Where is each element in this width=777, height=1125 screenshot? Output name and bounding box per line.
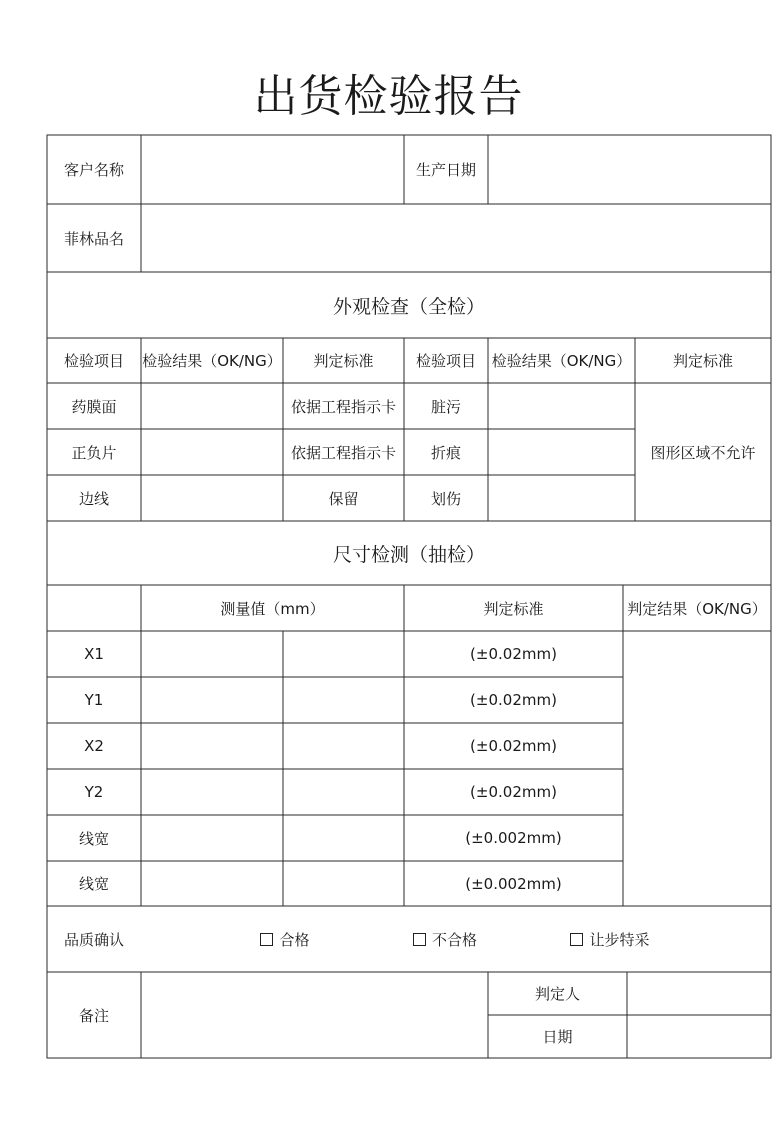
appearance-row-result-2[interactable] (488, 383, 635, 429)
judge-label: 判定人 (534, 985, 580, 1003)
appearance-row-item: 正负片 (71, 443, 117, 462)
quality-option-fail[interactable] (395, 906, 495, 972)
appearance-col-result: 检验结果（OK/NG） (142, 352, 282, 370)
dimension-col-standard: 判定标准 (483, 599, 544, 618)
notes-field[interactable] (141, 972, 488, 1058)
quality-option-label: 不合格 (431, 930, 477, 949)
appearance-row-result-2[interactable] (488, 475, 635, 521)
dimension-row-measured-1[interactable] (141, 815, 283, 861)
date-label: 日期 (542, 1028, 573, 1046)
appearance-section-title: 外观检查（全检） (332, 295, 485, 318)
dimension-row-measured-2[interactable] (283, 769, 404, 815)
dimension-row-standard: (±0.02mm) (470, 783, 557, 801)
date-field[interactable] (627, 1015, 771, 1058)
appearance-row-result[interactable] (141, 383, 283, 429)
dimension-row-item: X1 (84, 645, 104, 663)
dimension-row-standard: (±0.02mm) (470, 737, 557, 755)
production-date-label: 生产日期 (415, 161, 476, 179)
dimension-row-standard: (±0.002mm) (465, 829, 562, 847)
judge-field[interactable] (627, 972, 771, 1015)
appearance-row-result[interactable] (141, 475, 283, 521)
appearance-row-item-2: 划伤 (430, 489, 461, 508)
appearance-row-standard: 依据工程指示卡 (290, 443, 396, 462)
appearance-col-standard: 判定标准 (313, 352, 374, 370)
report-title: 出货检验报告 (253, 71, 524, 122)
quality-option-concession[interactable] (555, 906, 665, 972)
appearance-col-item: 检验项目 (63, 352, 124, 370)
appearance-col-item-2: 检验项目 (415, 352, 476, 370)
product-name-field[interactable] (141, 204, 771, 272)
appearance-row-item-2: 脏污 (430, 397, 461, 416)
customer-name-label: 客户名称 (63, 161, 124, 179)
quality-option-label: 让步特采 (589, 930, 650, 949)
dimension-col-measured: 测量值（mm） (220, 599, 325, 618)
appearance-row-item: 药膜面 (71, 397, 117, 416)
dimension-row-standard: (±0.002mm) (465, 874, 562, 893)
production-date-field[interactable] (488, 135, 771, 204)
appearance-row-result[interactable] (141, 429, 283, 475)
dimension-row-measured-1[interactable] (141, 723, 283, 769)
dimension-row-measured-1[interactable] (141, 861, 283, 906)
customer-name-field[interactable] (141, 135, 404, 204)
checkbox-icon[interactable] (413, 933, 426, 946)
quality-option-label: 合格 (279, 930, 310, 949)
dimension-row-measured-1[interactable] (141, 631, 283, 677)
notes-label: 备注 (78, 1006, 109, 1025)
appearance-row-standard: 依据工程指示卡 (290, 397, 396, 416)
dimension-row-item: X2 (84, 737, 104, 755)
appearance-row-result-2[interactable] (488, 429, 635, 475)
appearance-shared-standard: 图形区域不允许 (650, 443, 756, 462)
dimension-row-measured-2[interactable] (283, 815, 404, 861)
dimension-row-item: Y1 (84, 691, 104, 709)
appearance-row-item-2: 折痕 (430, 443, 461, 462)
dimension-row-item: Y2 (84, 783, 104, 801)
dimension-row-measured-1[interactable] (141, 769, 283, 815)
quality-label: 品质确认 (63, 930, 124, 949)
appearance-row-standard: 保留 (328, 489, 359, 508)
appearance-col-standard-2: 判定标准 (672, 352, 733, 370)
dimension-row-standard: (±0.02mm) (470, 645, 557, 663)
quality-option-pass[interactable] (240, 906, 330, 972)
appearance-row-item: 边线 (78, 489, 109, 508)
checkbox-icon[interactable] (260, 933, 273, 946)
dimension-result-field[interactable] (623, 631, 771, 906)
dimension-section-title: 尺寸检测（抽检） (332, 543, 485, 566)
dimension-row-measured-2[interactable] (283, 631, 404, 677)
product-name-label: 菲林品名 (63, 229, 124, 248)
dimension-row-measured-2[interactable] (283, 723, 404, 769)
checkbox-icon[interactable] (570, 933, 583, 946)
appearance-col-result-2: 检验结果（OK/NG） (491, 352, 632, 370)
dimension-row-measured-2[interactable] (283, 861, 404, 906)
dimension-row-measured-1[interactable] (141, 677, 283, 723)
dimension-row-measured-2[interactable] (283, 677, 404, 723)
dimension-col-result: 判定结果（OK/NG） (627, 599, 767, 618)
dimension-row-item: 线宽 (78, 875, 109, 893)
dimension-row-standard: (±0.02mm) (470, 691, 557, 709)
dimension-row-item: 线宽 (78, 829, 109, 848)
